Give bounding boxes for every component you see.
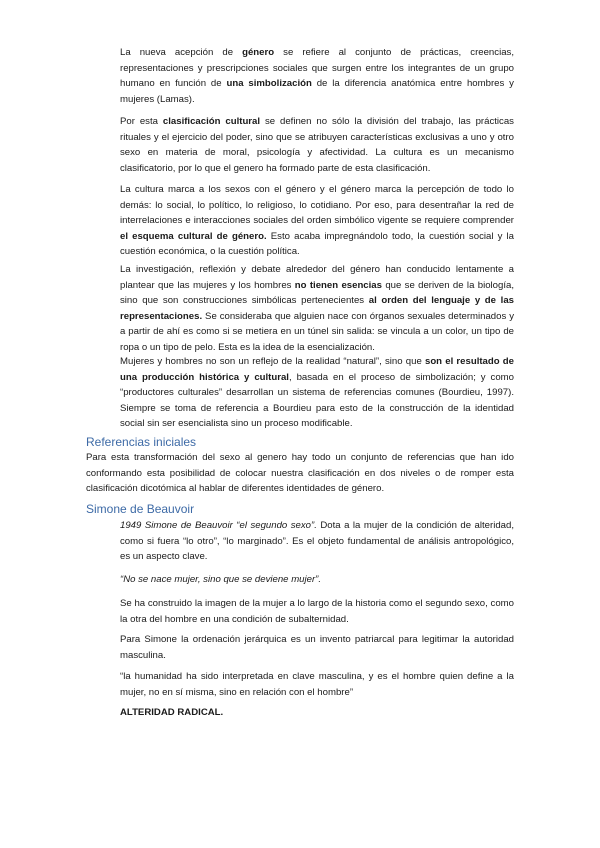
italic-citation: 1949 Simone de Beauvoir “el segundo sexo”.	[120, 520, 317, 531]
bold-term: son el resultado de una producción histórica y cultural	[120, 356, 514, 383]
closing-alteridad-radical	[120, 705, 514, 721]
text-run: , basada en el proceso de simbolización; y como “productores culturales” desarrollan un sistema de referencias comunes (Bourdieu, 1997). Siempre se toma de referencia a Bourdieu para esto de la construcción de la identidad social sin ser esencialista sino un proceso modificable.	[120, 371, 514, 430]
text-run: se definen no sólo la división del trabajo, las prácticas rituales y el ejercicio del poder, sino que se atribuyen características exclusivas a uno y otro sexo en materia de moral, psicología y afectividad. La cultura es un mecanismo clasificatorio, por lo que el genero ha formado parte de esta clasificación.	[120, 116, 514, 174]
bold-term: clasificación cultural	[162, 116, 261, 127]
paragraph-segundo-sexo	[120, 518, 514, 565]
italic-quote: “No se nace mujer, sino que se deviene mujer”.	[120, 574, 322, 585]
bold-term: género	[242, 47, 275, 58]
quote-deviene-mujer	[120, 572, 514, 588]
text-run: de la diferencia anatómica entre hombres y mujeres (Lamas).	[120, 78, 514, 105]
bold-term: ALTERIDAD RADICAL.	[120, 707, 224, 718]
heading-referencias-iniciales: Referencias iniciales	[86, 435, 197, 449]
paragraph-clasificacion	[120, 114, 514, 176]
bold-term: al orden del lenguaje y de las representaciones.	[120, 295, 515, 322]
text-run: Dota a la mujer de la condición de alteridad, como si fuera “lo otro”, “lo marginado”. Es el objeto fundamental de análisis antropológico, es un aspecto clave.	[120, 520, 514, 563]
text-run: se refiere al conjunto de prácticas, creencias, representaciones y prescripciones sociales que surgen entre los integrantes de un grupo humano en función de	[120, 47, 514, 90]
bold-term: el esquema cultural de género.	[120, 230, 267, 242]
paragraph-investigacion	[120, 262, 514, 356]
text-run: Esto acaba impregnándolo todo, la cuestión social y la cuestión económica, o la cuestión política.	[120, 230, 514, 258]
text-run: que se deriven de la biología, sino que son construcciones simbólicas pertenecientes	[120, 279, 515, 307]
paragraph-genero	[120, 45, 514, 107]
bold-term: no tienen esencias	[294, 279, 382, 291]
heading-simone-de-beauvoir: Simone de Beauvoir	[86, 502, 195, 516]
paragraph-mujeres-hombres	[120, 354, 514, 432]
text-run: Se consideraba que alguien nace con órganos sexuales determinados y a partir de ahí es como si se metiera en un túnel sin salida: se vincula a un color, un tipo de ropa o un tipo de pelo. Esta es la idea de la esencialización.	[120, 310, 514, 353]
text-run: Por esta	[120, 116, 163, 127]
text-run: La investigación, reflexión y debate alrededor del género han conducido lentamente a plantear que las mujeres y los hombres	[120, 264, 514, 291]
paragraph-cultura	[120, 182, 514, 260]
text-run: Mujeres y hombres no son un reflejo de la realidad “natural”, sino que	[120, 356, 425, 367]
paragraph-referencias: Para esta transformación del sexo al genero hay todo un conjunto de referencias que han ido conformando esta posibilidad de colocar nuestra clasificación en dos niveles o de romper esta clasificación dicotómica al hablar de diferentes identidades de género.	[86, 452, 514, 495]
bold-term: una simbolización	[226, 78, 312, 90]
text-run: La cultura marca a los sexos con el género y el género marca la percepción de todo lo demás: lo social, lo político, lo religioso, lo cotidiano. Por eso, para desentrañar la red de interrelaciones e interacciones sociales del orden simbólico vigente se requiere comprender	[120, 184, 514, 227]
text-run: La nueva acepción de	[120, 47, 243, 58]
quote-humanidad: “la humanidad ha sido interpretada en clave masculina, y es el hombre quien define a la mujer, no en sí misma, sino en relación con el hombre”	[120, 671, 514, 698]
paragraph-segundo-sexo-historia: Se ha construido la imagen de la mujer a lo largo de la historia como el segundo sexo, como la otra del hombre en una condición de subalternidad.	[120, 598, 514, 625]
paragraph-ordenacion-jerarquica: Para Simone la ordenación jerárquica es un invento patriarcal para legitimar la autoridad masculina.	[120, 634, 514, 661]
